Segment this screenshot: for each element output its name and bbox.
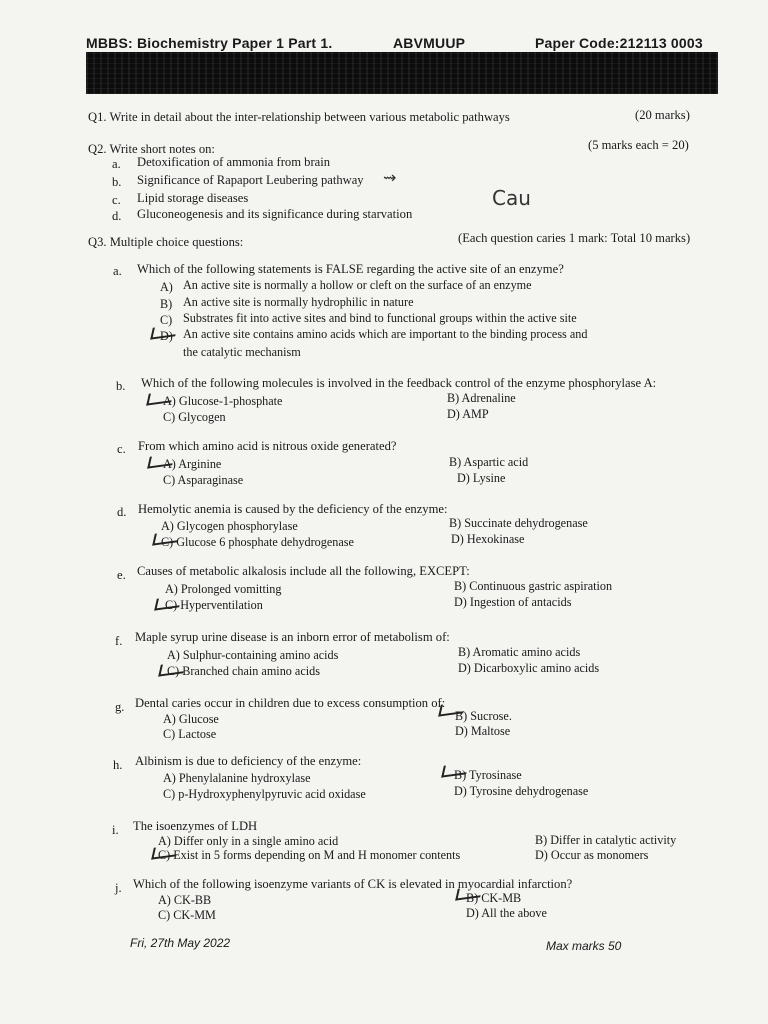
mcq-a-option-c-text: Substrates fit into active sites and bind to functional groups within the active site <box>183 311 577 325</box>
mcq-g-option-b: B) Sucrose. <box>455 709 512 723</box>
q2-item-c-label: c. <box>112 193 121 207</box>
q2-text: Q2. Write short notes on: <box>88 142 215 156</box>
mcq-f-option-d: D) Dicarboxylic amino acids <box>458 661 600 675</box>
q3-text: Q3. Multiple choice questions: <box>88 235 244 249</box>
mcq-e-option-d: D) Ingestion of antacids <box>454 595 572 609</box>
mcq-d-question: Hemolytic anemia is caused by the deficiency of the enzyme: <box>138 502 448 516</box>
mcq-e-option-c: C) Hyperventilation <box>165 598 263 612</box>
q2-item-d-label: d. <box>112 209 122 223</box>
mcq-c-option-b: B) Aspartic acid <box>449 455 529 469</box>
exam-date: Fri, 27th May 2022 <box>130 936 231 950</box>
mcq-c-option-d: D) Lysine <box>457 471 506 485</box>
mcq-b-option-d: D) AMP <box>447 407 489 421</box>
mcq-a-option-d-key: D) <box>160 329 173 343</box>
mcq-h-option-c: C) p-Hydroxyphenylpyruvic acid oxidase <box>163 787 366 801</box>
mcq-i-option-b: B) Differ in catalytic activity <box>535 833 677 847</box>
mcq-j-option-a: A) CK-BB <box>158 893 212 907</box>
mcq-h-option-d: D) Tyrosine dehydrogenase <box>454 784 589 798</box>
q2-item-a-text: Detoxification of ammonia from brain <box>137 155 331 169</box>
mcq-a-option-a-key: A) <box>160 280 173 294</box>
mcq-f-option-b: B) Aromatic amino acids <box>458 645 581 659</box>
mcq-j-option-c: C) CK-MM <box>158 908 216 922</box>
mcq-h-option-b: B) Tyrosinase <box>454 768 522 782</box>
mcq-b-option-b: B) Adrenaline <box>447 391 516 405</box>
mcq-a-option-c-key: C) <box>160 313 173 327</box>
mcq-g-option-a: A) Glucose <box>163 712 219 726</box>
mcq-h-option-a: A) Phenylalanine hydroxylase <box>163 771 311 785</box>
course-title: MBBS: Biochemistry Paper 1 Part 1. <box>86 35 333 51</box>
q1-marks: (20 marks) <box>635 108 690 122</box>
arrow-mark-icon: ⇝ <box>383 168 397 187</box>
mcq-c-question: From which amino acid is nitrous oxide generated? <box>138 439 397 453</box>
mcq-e-question: Causes of metabolic alkalosis include all the following, EXCEPT: <box>137 564 470 578</box>
mcq-i-option-a: A) Differ only in a single amino acid <box>158 834 339 848</box>
mcq-b-option-a: A) Glucose-1-phosphate <box>163 394 283 408</box>
mcq-d-option-b: B) Succinate dehydrogenase <box>449 516 588 530</box>
university-name: ABVMUUP <box>393 35 466 51</box>
q3-marks: (Each question caries 1 mark: Total 10 marks) <box>458 231 691 245</box>
mcq-j-label: j. <box>115 881 122 895</box>
mcq-a-question: Which of the following statements is FALSE regarding the active site of an enzyme? <box>137 262 564 276</box>
mcq-e-option-b: B) Continuous gastric aspiration <box>454 579 613 593</box>
mcq-f-option-c: C) Branched chain amino acids <box>167 664 320 678</box>
mcq-f-question: Maple syrup urine disease is an inborn error of metabolism of: <box>135 630 450 644</box>
q2-item-d-text: Gluconeogenesis and its significance during starvation <box>137 207 413 221</box>
paper-code: Paper Code:212113 0003 <box>535 35 703 51</box>
mcq-h-question: Albinism is due to deficiency of the enzyme: <box>135 754 362 768</box>
mcq-a-option-b-key: B) <box>160 297 173 311</box>
mcq-i-question: The isoenzymes of LDH <box>133 819 258 833</box>
mcq-b-question: Which of the following molecules is involved in the feedback control of the enzyme phosphorylase A: <box>141 376 657 390</box>
mcq-d-label: d. <box>117 505 127 519</box>
q2-marks: (5 marks each = 20) <box>588 138 689 152</box>
mcq-a-label: a. <box>113 264 122 278</box>
mcq-g-option-c: C) Lactose <box>163 727 217 741</box>
mcq-d-option-d: D) Hexokinase <box>451 532 525 546</box>
q2-item-b-text: Significance of Rapaport Leubering pathway <box>137 173 364 187</box>
mcq-a-option-a-text: An active site is normally a hollow or cleft on the surface of an enzyme <box>183 278 532 292</box>
mcq-j-option-d: D) All the above <box>466 906 547 920</box>
mcq-g-label: g. <box>115 700 125 714</box>
mcq-a-option-d-text-cont: the catalytic mechanism <box>183 345 301 359</box>
mcq-a-option-b-text: An active site is normally hydrophilic in nature <box>183 295 414 309</box>
mcq-h-label: h. <box>113 758 123 772</box>
mcq-g-option-d: D) Maltose <box>455 724 511 738</box>
mcq-e-option-a: A) Prolonged vomitting <box>165 582 282 596</box>
q2-item-b-label: b. <box>112 175 122 189</box>
mcq-i-option-d: D) Occur as monomers <box>535 848 649 862</box>
mcq-c-label: c. <box>117 442 126 456</box>
mcq-b-label: b. <box>116 379 126 393</box>
handwritten-note: Cau <box>492 186 531 210</box>
mcq-f-option-a: A) Sulphur-containing amino acids <box>167 648 339 662</box>
mcq-f-label: f. <box>115 634 123 648</box>
mcq-i-label: i. <box>112 823 119 837</box>
mcq-j-question: Which of the following isoenzyme variants of CK is elevated in myocardial infarction? <box>133 877 573 891</box>
mcq-b-option-c: C) Glycogen <box>163 410 226 424</box>
mcq-c-option-a: A) Arginine <box>163 457 222 471</box>
mcq-d-option-a: A) Glycogen phosphorylase <box>161 519 298 533</box>
mcq-a-option-d-text: An active site contains amino acids which are important to the binding process and <box>183 327 588 341</box>
q2-item-a-label: a. <box>112 157 121 171</box>
max-marks: Max marks 50 <box>546 939 622 953</box>
mcq-j-option-b: B) CK-MB <box>466 891 522 905</box>
redacted-banner <box>86 52 718 94</box>
mcq-e-label: e. <box>117 568 126 582</box>
mcq-i-option-c: C) Exist in 5 forms depending on M and H monomer contents <box>158 848 461 862</box>
mcq-d-option-c: C) Glucose 6 phosphate dehydrogenase <box>161 535 354 549</box>
q1-text: Q1. Write in detail about the inter-relationship between various metabolic pathways <box>88 110 510 124</box>
mcq-c-option-c: C) Asparaginase <box>163 473 244 487</box>
q2-item-c-text: Lipid storage diseases <box>137 191 249 205</box>
mcq-g-question: Dental caries occur in children due to excess consumption of: <box>135 696 446 710</box>
